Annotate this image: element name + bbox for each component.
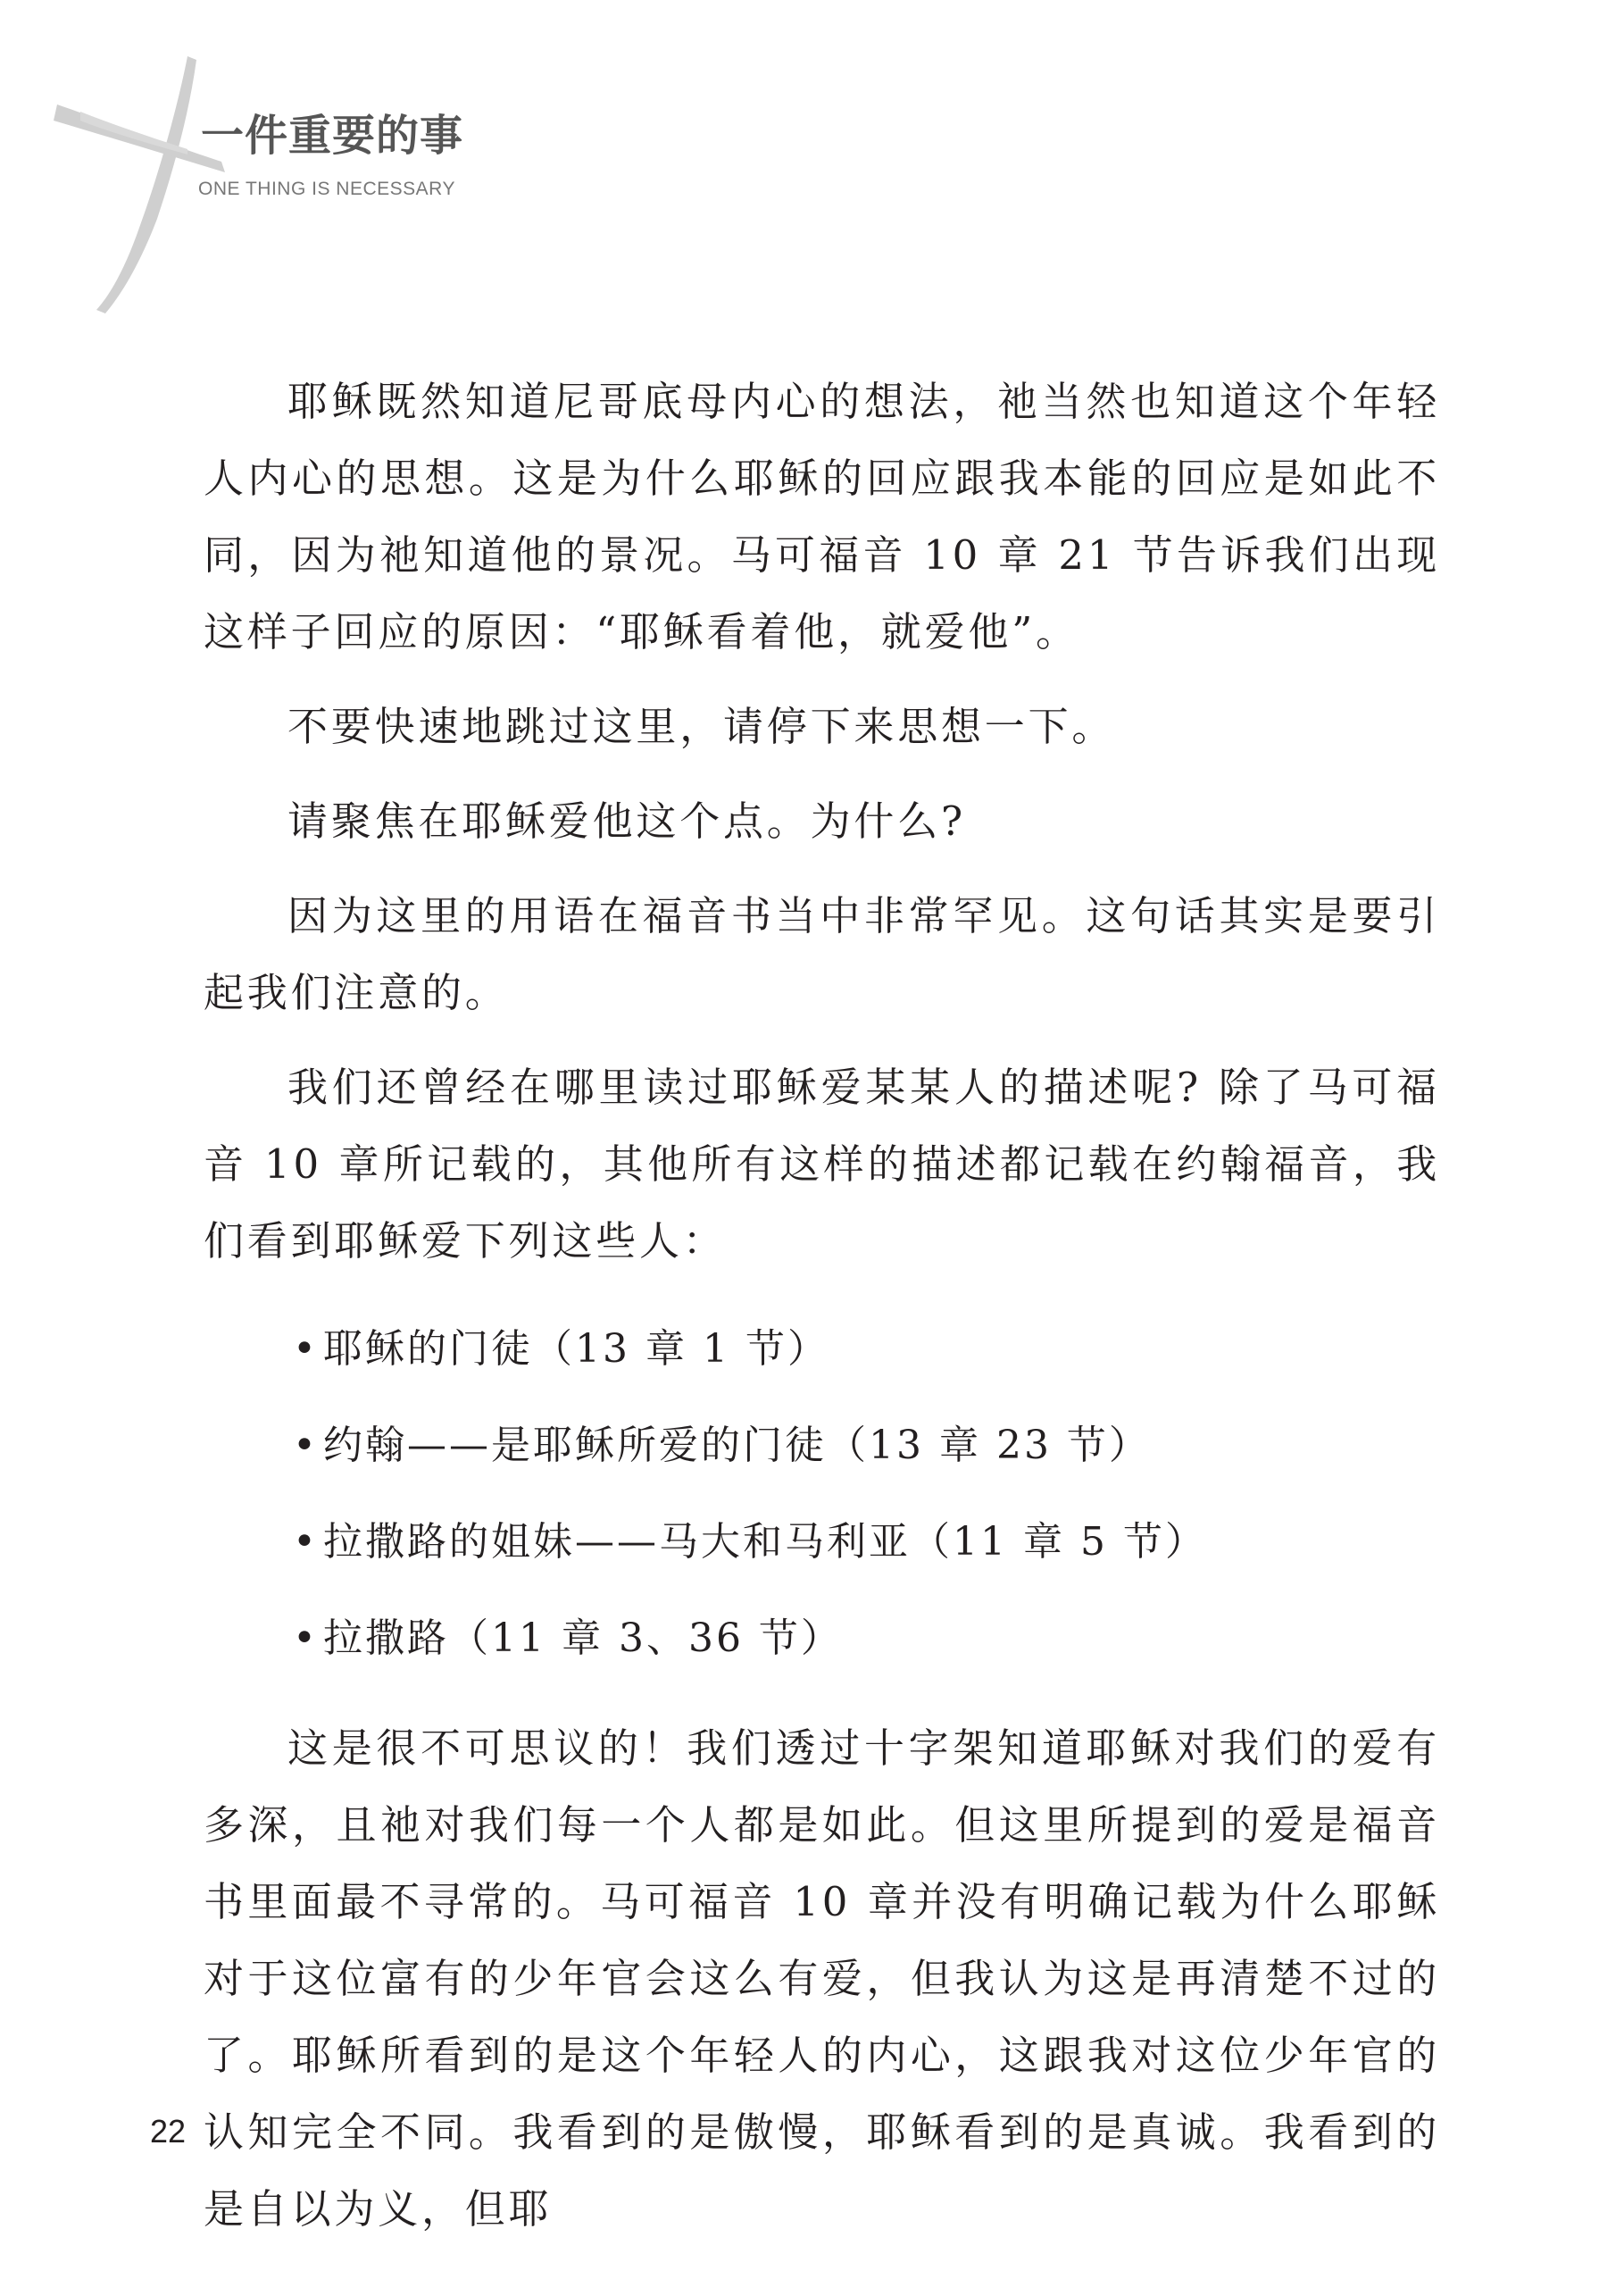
list-item — [293, 1301, 1440, 1398]
list-item-text: 拉撒路（11 章 3、36 节） — [323, 1615, 843, 1661]
list-item-text: 拉撒路的姐妹——马大和马利亚（11 章 5 节） — [323, 1519, 1207, 1565]
book-subtitle: ONE THING IS NECESSARY — [198, 179, 455, 199]
bullet-list — [204, 1301, 1440, 1687]
list-item — [293, 1494, 1440, 1590]
list-item — [293, 1590, 1440, 1687]
page-number: 22 — [150, 2113, 187, 2150]
running-header — [0, 0, 625, 339]
paragraph: 我们还曾经在哪里读过耶稣爱某某人的描述呢? 除了马可福音 10 章所记载的，其他所有这样的描述都记载在约翰福音，我们看到耶稣爱下列这些人： — [204, 1064, 1440, 1265]
list-item — [293, 1398, 1440, 1494]
bullet-marker: • — [293, 1423, 319, 1468]
page-body — [204, 363, 1440, 2248]
list-item-text: 约翰——是耶稣所爱的门徒（13 章 23 节） — [323, 1423, 1151, 1468]
bullet-marker: • — [293, 1326, 319, 1372]
paragraph: 这是很不可思议的！我们透过十字架知道耶稣对我们的爱有多深，且祂对我们每一个人都是如此。但这里所提到的爱是福音书里面最不寻常的。马可福音 10 章并没有明确记载为什么耶稣对于这位富有的少年官会这么有爱，但我认为这是再清楚不过的了。耶稣所看到的是这个年轻人的内心，这跟我对这位少年官的认知完全不同。我看到的是傲慢，耶稣看到的是真诚。我看到的是自以为义，但耶 — [204, 1724, 1440, 2233]
bullet-marker: • — [293, 1519, 319, 1565]
paragraph: 因为这里的用语在福音书当中非常罕见。这句话其实是要引起我们注意的。 — [204, 892, 1440, 1016]
paragraph: 耶稣既然知道尼哥底母内心的想法，祂当然也知道这个年轻人内心的思想。这是为什么耶稣的回应跟我本能的回应是如此不同，因为祂知道他的景况。马可福音 10 章 21 节告诉我们出现这样子回应的原因：“耶稣看着他，就爱他”。 — [204, 378, 1440, 655]
paragraph: 不要快速地跳过这里，请停下来思想一下。 — [287, 703, 1116, 750]
list-item-text: 耶稣的门徒（13 章 1 节） — [323, 1326, 829, 1372]
book-title: 一件重要的事 — [201, 111, 464, 161]
paragraph: 请聚焦在耶稣爱他这个点。为什么? — [287, 797, 966, 845]
bullet-marker: • — [293, 1615, 319, 1661]
